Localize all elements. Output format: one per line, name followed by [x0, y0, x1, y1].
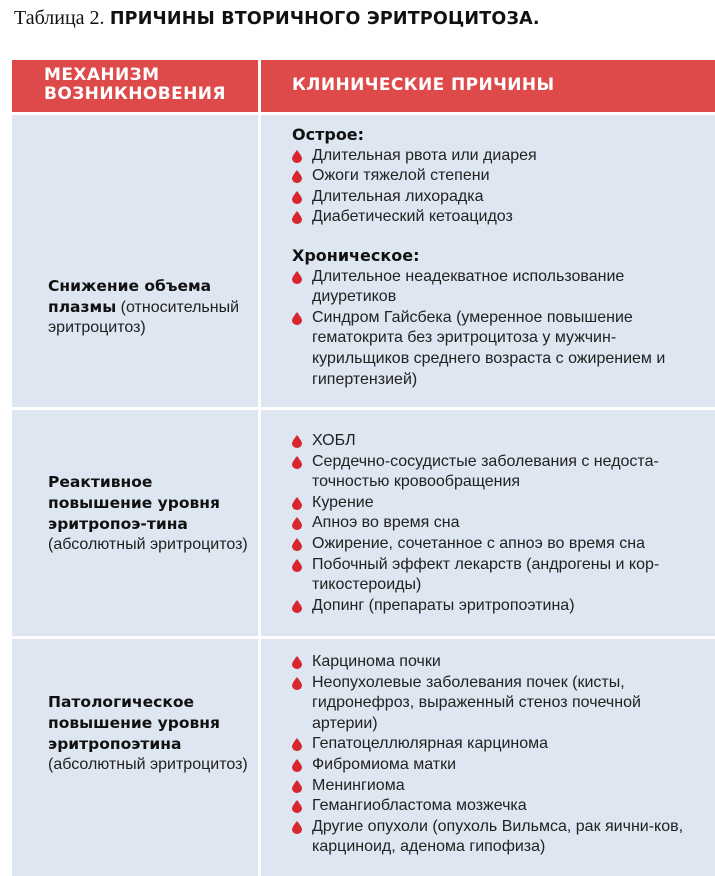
header-mechanism-line1: МЕХАНИЗМ: [44, 65, 160, 85]
blood-drop-icon: [292, 312, 302, 325]
blood-drop-icon: [292, 497, 302, 510]
list-item: Сердечно-сосудистые заболевания с недоста-точностью кровообращения: [292, 452, 708, 493]
list-item: Апноэ во время сна: [292, 513, 708, 534]
list-item: Ожирение, сочетанное с апноэ во время сна: [292, 534, 708, 555]
mechanism-note: (относительный эритроцитоз): [48, 299, 240, 336]
mechanism-title: Снижение объема плазмы: [48, 277, 212, 316]
blood-drop-icon: [292, 170, 302, 183]
mechanism-cell: [12, 410, 258, 636]
blood-drop-icon: [292, 150, 302, 163]
blood-drop-icon: [292, 677, 302, 690]
list-item: Побочный эффект лекарств (андрогены и кор-тикостероиды): [292, 555, 708, 596]
blood-drop-icon: [292, 800, 302, 813]
list-item: Гепатоцеллюлярная карцинома: [292, 734, 708, 755]
list-item: Фибромиома матки: [292, 755, 708, 776]
header-causes-label: КЛИНИЧЕСКИЕ ПРИЧИНЫ: [292, 75, 555, 95]
causes-table: [12, 60, 715, 876]
list-item: Ожоги тяжелой степени: [292, 166, 708, 187]
list-item: ХОБЛ: [292, 431, 708, 452]
blood-drop-icon: [292, 738, 302, 751]
blood-drop-icon: [292, 759, 302, 772]
causes-list: [292, 431, 708, 616]
list-item: Менингиома: [292, 776, 708, 797]
blood-drop-icon: [292, 538, 302, 551]
blood-drop-icon: [292, 456, 302, 469]
blood-drop-icon: [292, 600, 302, 613]
causes-cell: [261, 639, 715, 876]
list-item: Другие опухоли (опухоль Вильмса, рак яични-ков, карциноид, аденома гипофиза): [292, 817, 708, 858]
blood-drop-icon: [292, 656, 302, 669]
group-title: Хроническое:: [292, 245, 420, 265]
list-item: Неопухолевые заболевания почек (кисты, гидронефроз, выраженный стеноз почечной артерии): [292, 673, 708, 735]
table-caption: [14, 6, 704, 31]
causes-cell: [261, 410, 715, 636]
blood-drop-icon: [292, 191, 302, 204]
list-item: Гемангиобластома мозжечка: [292, 796, 708, 817]
list-item: Длительная рвота или диарея: [292, 146, 708, 167]
list-item: Карцинома почки: [292, 652, 708, 673]
header-mechanism-line2: ВОЗНИКНОВЕНИЯ: [44, 84, 226, 104]
group-title: Острое:: [292, 125, 365, 144]
mechanism-cell: [12, 115, 258, 407]
blood-drop-icon: [292, 559, 302, 572]
blood-drop-icon: [292, 517, 302, 530]
caption-prefix: Таблица 2.: [14, 7, 105, 29]
mechanism-title: Реактивное повышение уровня эритропоэ-тина: [48, 473, 220, 533]
list-item: Длительная лихорадка: [292, 187, 708, 208]
mechanism-note: (абсолютный эритроцитоз): [48, 536, 248, 553]
list-item: Курение: [292, 493, 708, 514]
causes-cell: [261, 115, 715, 407]
list-item: Длительное неадекватное использование диуретиков: [292, 267, 708, 308]
blood-drop-icon: [292, 211, 302, 224]
mechanism-title: Патологическое повышение уровня эритропоэтина: [48, 693, 220, 753]
blood-drop-icon: [292, 435, 302, 448]
list-item: Допинг (препараты эритропоэтина): [292, 596, 708, 617]
mechanism-cell: [12, 639, 258, 876]
header-causes: [261, 60, 715, 112]
caption-title: ПРИЧИНЫ ВТОРИЧНОГО ЭРИТРОЦИТОЗА.: [109, 9, 540, 29]
list-item: Диабетический кетоацидоз: [292, 207, 708, 228]
causes-list: [292, 125, 708, 390]
blood-drop-icon: [292, 821, 302, 834]
causes-list: [292, 652, 708, 858]
blood-drop-icon: [292, 780, 302, 793]
blood-drop-icon: [292, 271, 302, 284]
list-item: Синдром Гайсбека (умеренное повышение гематокрита без эритроцитоза у мужчин-курильщиков среднего возраста с ожирением и гипертензией): [292, 308, 708, 390]
header-mechanism: [12, 60, 258, 112]
mechanism-note: (абсолютный эритроцитоз): [48, 756, 248, 773]
